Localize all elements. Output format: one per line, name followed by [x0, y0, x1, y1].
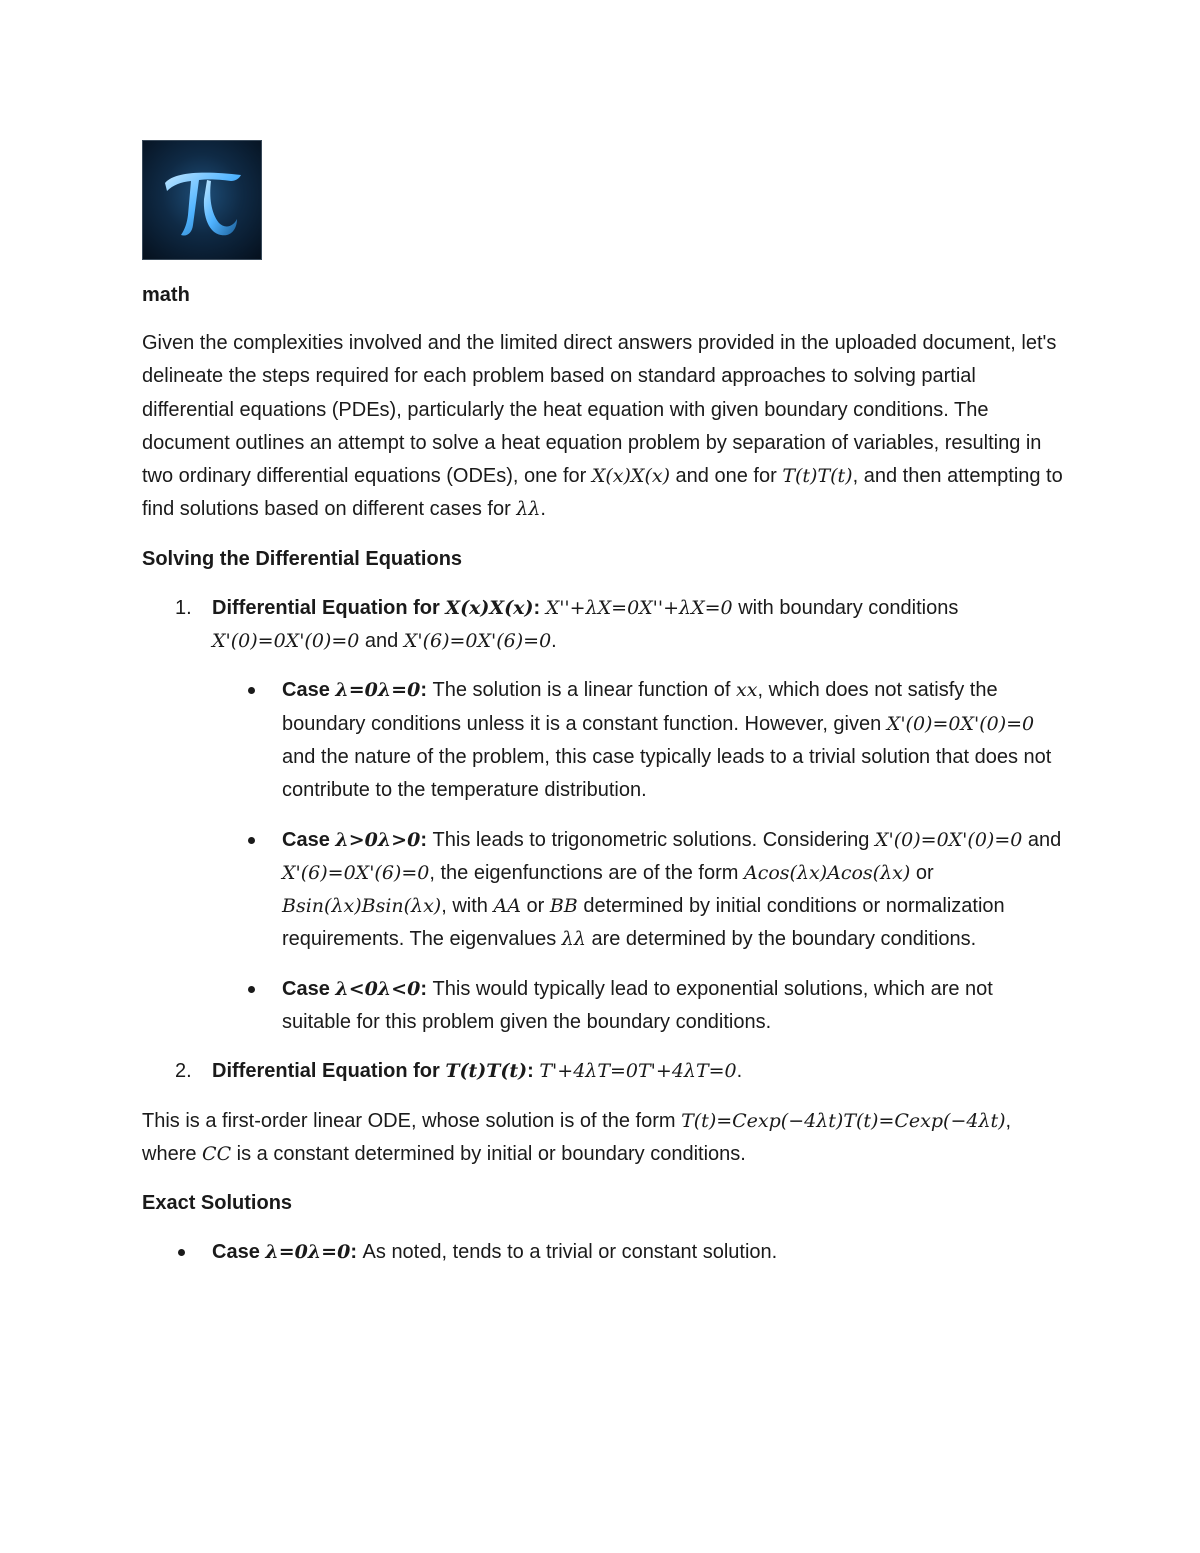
- section-heading-solving: Solving the Differential Equations: [142, 547, 463, 570]
- first-order-paragraph: This is a first-order linear ODE, whose solution is of the form T(t)=Cexp(−4λt)T(t)=Cexp(−4λt), where CC is a constant determined by initial or boundary conditions.: [142, 1109, 1012, 1165]
- step-label: Differential Equation for T(t)T(t):: [212, 1060, 534, 1083]
- document-title: math: [142, 284, 190, 306]
- steps-list: [142, 592, 1067, 1089]
- section-heading-exact: Exact Solutions: [142, 1192, 293, 1215]
- case-item-lambda-positive: Case λ>0λ>0: This leads to trigonometric solutions. Considering X'(0)=0X'(0)=0 and X'(6)=0X'(6)=0, the eigenfunctions are of the form Acos(λx)Acos(λx) or Bsin(λx)Bsin(λx), with AA or BB determined by initial conditions or normalization requirements. The eigenvalues λλ are determined by the boundary conditions.: [212, 824, 1067, 957]
- pi-logo: [142, 140, 262, 260]
- step-number: 2.: [175, 1060, 192, 1083]
- step-label: Differential Equation for X(x)X(x):: [212, 596, 541, 619]
- document-page: [142, 140, 1067, 1270]
- step-item-2: 2. Differential Equation for T(t)T(t): T'+4λT=0T'+4λT=0.: [142, 1055, 1067, 1088]
- intro-paragraph: Given the complexities involved and the limited direct answers provided in the uploaded document, let's delineate the steps required for each problem based on standard approaches to solving partial differential equations (PDEs), particularly the heat equation with given boundary conditions. The document outlines an attempt to solve a heat equation problem by separation of variables, resulting in two ordinary differential equations (ODEs), one for X(x)X(x) and one for T(t)T(t), and then attempting to find solutions based on different cases for λλ.: [142, 332, 1063, 521]
- exact-case-lambda-zero: Case λ=0λ=0: As noted, tends to a trivial or constant solution.: [142, 1236, 1067, 1269]
- step-item-1: 1. Differential Equation for X(x)X(x): X''+λX=0X''+λX=0 with boundary conditions X'(0)=0X'(0)=0 and X'(6)=0X'(6)=0. Case λ=0λ=0: The solution is a linear function of xx, which does not satisfy the boundary conditions unless it is a constant function. However, given X'(0)=0X'(0)=0 and the nature of the problem, this case typically leads to a trivial solution that does not contribute to the temperature distribution. Case λ>0λ>0: This leads to trigonometric solutions. Considering X'(0)=0X'(0)=0 and X'(6)=0X'(6)=0, the eigenfunctions are of the form Acos(λx)Acos(λx) or Bsin(λx)Bsin(λx), with AA or BB determined by initial conditions or normalization requirements. The eigenvalues λλ are determined by the boundary conditions. Case λ<0λ<0: This would typically lead to exponential solutions, which are not suitable for this problem given the boundary conditions.: [142, 592, 1067, 1040]
- exact-solutions-list: [142, 1236, 1067, 1269]
- step-number: 1.: [175, 596, 192, 619]
- pi-symbol-icon: [147, 145, 257, 255]
- case-item-lambda-negative: Case λ<0λ<0: This would typically lead to exponential solutions, which are not suitable for this problem given the boundary conditions.: [212, 973, 1067, 1040]
- case-item-lambda-zero: Case λ=0λ=0: The solution is a linear function of xx, which does not satisfy the boundary conditions unless it is a constant function. However, given X'(0)=0X'(0)=0 and the nature of the problem, this case typically leads to a trivial solution that does not contribute to the temperature distribution.: [212, 674, 1067, 807]
- cases-list: [212, 674, 1067, 1039]
